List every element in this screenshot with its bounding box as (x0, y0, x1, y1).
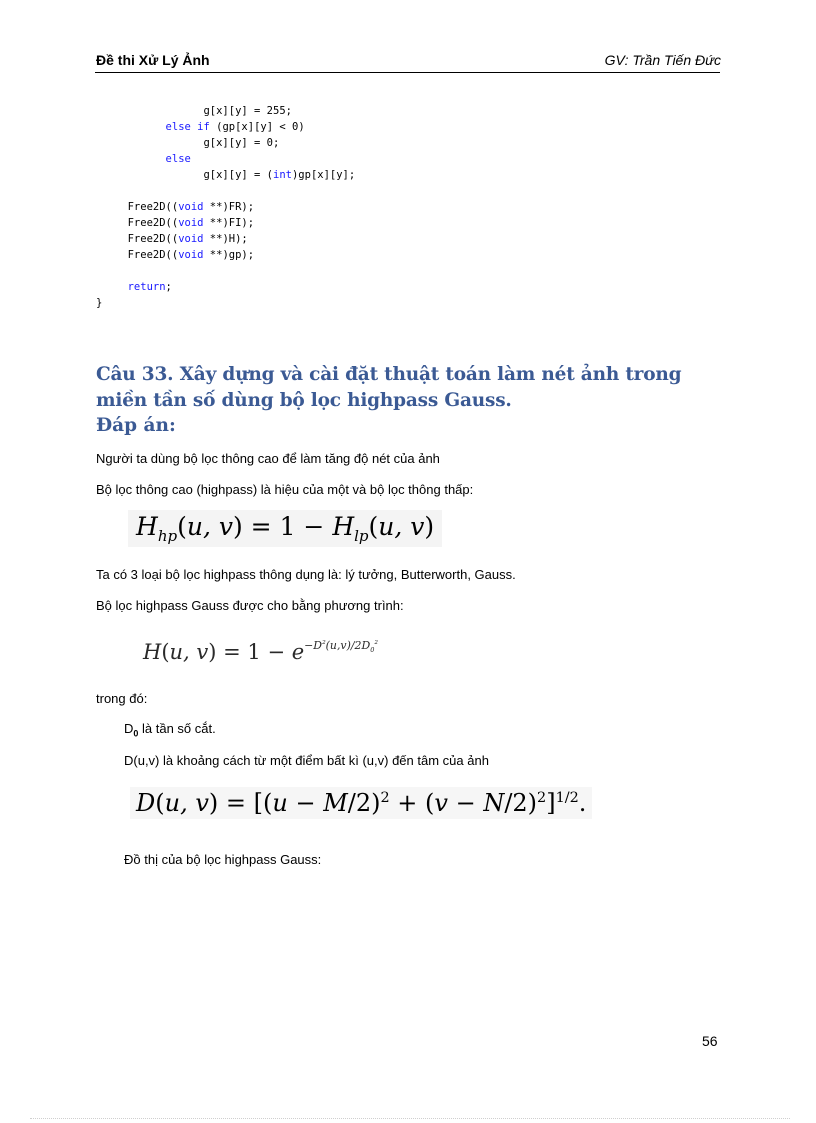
paragraph-where: trong đó: (96, 691, 148, 706)
code-block (96, 103, 355, 311)
d0-description: là tần số cắt. (138, 721, 216, 736)
paragraph-cutoff (124, 720, 216, 743)
paragraph-intro: Người ta dùng bộ lọc thông cao để làm tăng độ nét của ảnh (96, 451, 440, 466)
header-title: Đề thi Xử Lý Ảnh (96, 52, 210, 68)
code-line: g[x][y] = (int)gp[x][y]; (96, 169, 356, 181)
question-title: Câu 33. Xây dựng và cài đặt thuật toán làm nét ảnh trong miền tần số dùng bộ lọc highpass Gauss. (96, 364, 682, 411)
answer-label: Đáp án: (96, 415, 176, 436)
formula-gauss-highpass: H(u, $v) = 1 - e^{-D^2(u,v)/2D_0^2}$ (143, 639, 378, 664)
paragraph-highpass-definition: Bộ lọc thông cao (highpass) là hiệu của một và bộ lọc thông thấp: (96, 482, 474, 497)
page-bottom-border (30, 1118, 790, 1119)
paragraph-gauss-equation: Bộ lọc highpass Gauss được cho bằng phương trình: (96, 598, 404, 613)
code-line: Free2D((void **)FR); (96, 201, 255, 213)
code-line (96, 263, 355, 279)
code-line: else if (gp[x][y] < 0) (165, 121, 305, 133)
code-line: } (96, 297, 103, 309)
code-line: g[x][y] = 0; (96, 137, 280, 149)
header-author: GV: Trần Tiến Đức (604, 52, 721, 68)
paragraph-graph-caption: Đồ thị của bộ lọc highpass Gauss: (124, 852, 322, 867)
code-line: Free2D((void **)gp); (96, 249, 255, 261)
code-line: return; (127, 281, 172, 293)
page-number: 56 (702, 1033, 718, 1049)
code-line: g[x][y] = 255; (96, 105, 292, 117)
header-divider (95, 72, 720, 73)
d0-symbol: D (124, 721, 134, 736)
formula-highpass-lowpass: $H_{hp}(u$, $v) = 1 - H_{lp}(u$, v) (128, 510, 442, 547)
d0-subscript: 0 (133, 728, 139, 739)
code-line: Free2D((void **)H); (96, 233, 248, 245)
code-line: Free2D((void **)FI); (96, 217, 255, 229)
formula-distance: D(u, $v) = [(u - M/2)^2 + (v - N/2)^2]^{1/2}$. (130, 787, 592, 819)
code-line: else (165, 153, 191, 165)
code-line (96, 183, 355, 199)
paragraph-distance: D(u,v) là khoảng cách từ một điểm bất kì (u,v) đến tâm của ảnh (124, 753, 489, 768)
paragraph-filter-types: Ta có 3 loại bộ lọc highpass thông dụng là: lý tưởng, Butterworth, Gauss. (96, 567, 516, 582)
